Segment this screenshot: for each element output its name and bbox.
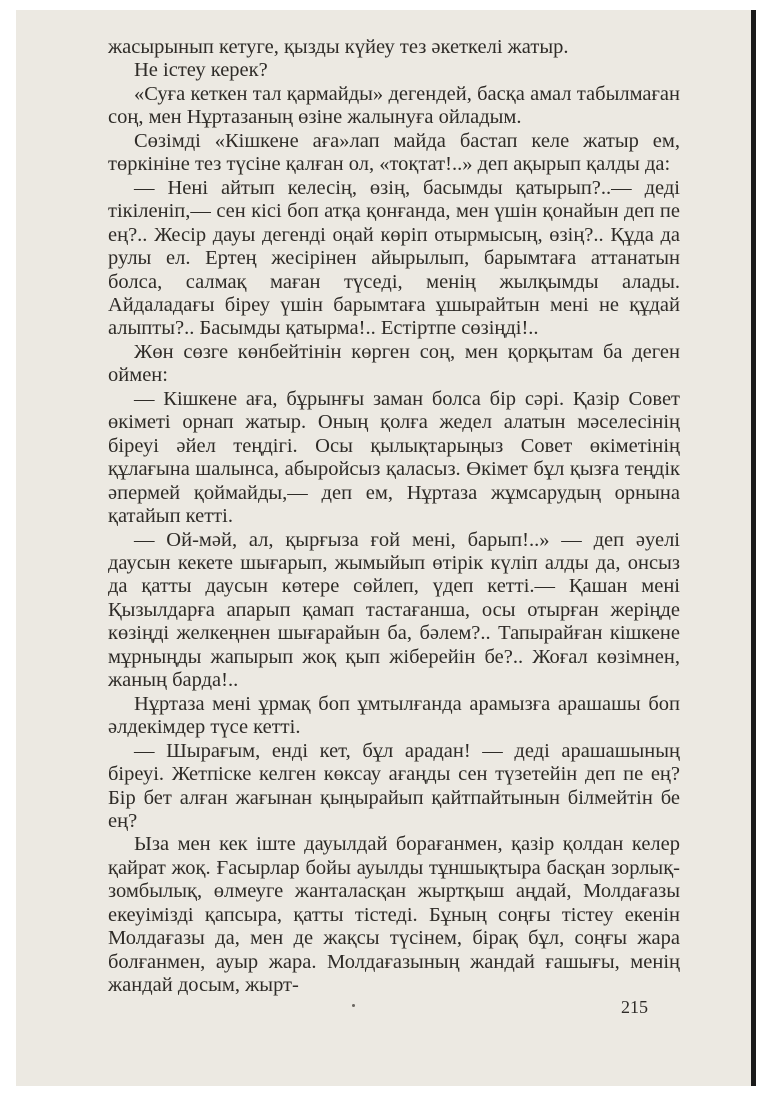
paragraph: Жөн сөзге көнбейтінін көрген соң, мен қорқытам ба деген оймен: <box>108 340 680 387</box>
paragraph: — Шырағым, енді кет, бұл арадан! — деді арашашының біреуі. Жетпіске келген көксау ағаңды сен түзетейін деп пе ең? Бір бет алған жағынан қыңырайып қайтпайтынын білмейтін бе ең? <box>108 739 680 832</box>
paragraph: Сөзімді «Кішкене аға»лап майда бастап келе жатыр ем, төркініне тез түсіне қалған ол, «тоқтат!..» деп ақырып қалды да: <box>108 129 680 176</box>
paragraph: — Ой-мәй, ал, қырғыза ғой мені, барып!..» — деп әуелі даусын кекете шығарып, жымыйып өтірік күліп алды да, онсыз да қатты даусын көтере сөйлеп, үдеп кетті.— Қашан мені Қызылдарға апарып қамап тастағанша, осы отырған жеріңде көзіңді желкеңнен шығарайын ба, бәлем?.. Тапырайған кішкене мұрныңды жапырып жоқ қып жіберейін бе?.. Жоғал көзімнен, жаның барда!.. <box>108 528 680 692</box>
paragraph: — Нені айтып келесің, өзің, басымды қатырып?..— деді тікіленіп,— сен кісі боп атқа қонғанда, мен үшін қонайын деп пе ең?.. Жесір дауы дегенді оңай көріп отырмысың, өзің?.. Құда да рулы ел. Ертең жесірінен айырылып, барымтаға аттанатын болса, салмақ маған түседі, менің жылқымды алады. Айдаладағы біреу үшін барымтаға ұшырайтын мені не құдай алыпты?.. Басымды қатырма!.. Естіртпе сөзіңді!.. <box>108 176 680 340</box>
page-number: 215 <box>621 997 648 1017</box>
book-page <box>16 10 756 1086</box>
paragraph: Не істеу керек? <box>134 59 268 82</box>
paragraph: «Суға кеткен тал қармайды» дегендей, басқа амал табылмаған соң, мен Нұртазаның өзіне жалынуға ойладым. <box>108 82 680 129</box>
paragraph: Ыза мен кек іште дауылдай борағанмен, қазір қолдан келер қайрат жоқ. Ғасырлар бойы ауылды тұншықтыра басқан зорлық-зомбылық, өлмеуге жанталасқан жыртқыш аңдай, Молдағазы екеуімізді қапсыра, қатты тістеді. Бұның соңғы тістеу екенін Молдағазы да, мен де жақсы түсінем, бірақ бұл, соңғы жара болғанмен, ауыр жара. Молдағазының жандай ғашығы, менің жандай досым, жырт- <box>108 833 680 997</box>
page-dot <box>352 1004 355 1007</box>
paragraph: Нұртаза мені ұрмақ боп ұмтылғанда арамызға арашашы боп әлдекімдер түсе кетті. <box>108 692 680 739</box>
body-text <box>108 36 680 998</box>
paragraph: — Кішкене аға, бұрынғы заман болса бір сәрі. Қазір Совет өкіметі орнап жатыр. Оның қолға жедел алатын мәселесінің біреуі әйел теңдігі. Осы қылықтарыңыз Совет өкіметінің құлағына шалынса, абыройсыз қаласыз. Өкімет бұл қызға теңдік әпермей қоймайды,— деп ем, Нұртаза жұмсарудың орнына қатайып кетті. <box>108 387 680 528</box>
paragraph: жасырынып кетуге, қызды күйеу тез әкеткелі жатыр. <box>108 36 569 58</box>
